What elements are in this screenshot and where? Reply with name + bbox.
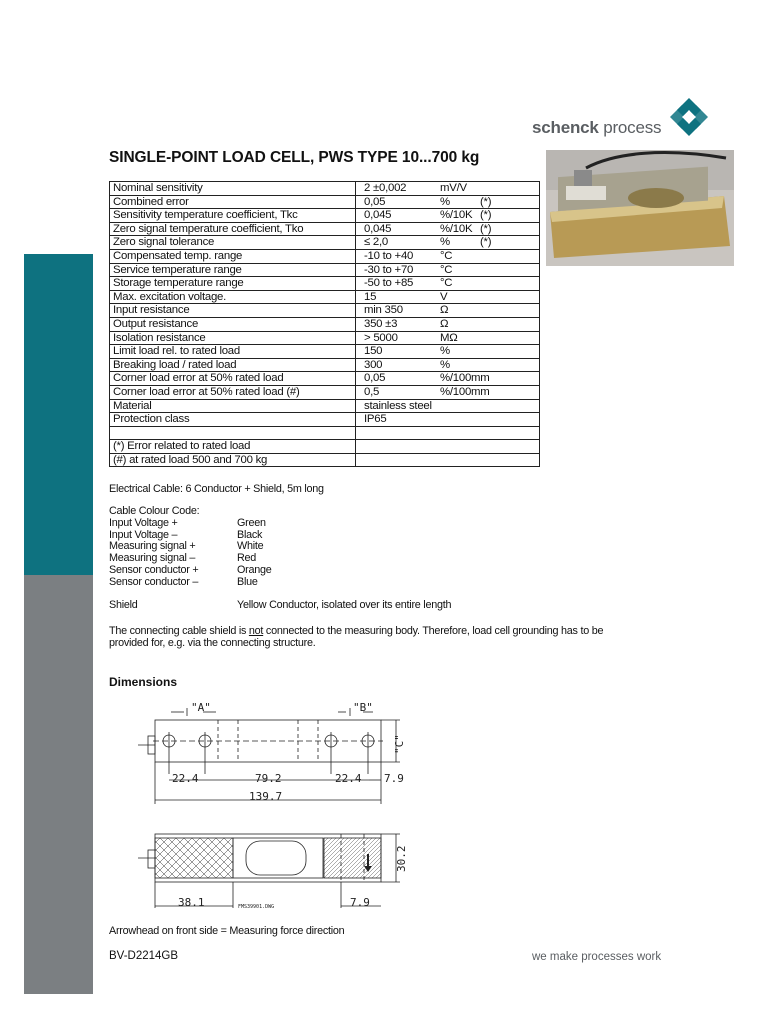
spec-unit: mV/V bbox=[440, 182, 467, 194]
cable-code-signal: Measuring signal + bbox=[109, 540, 196, 553]
spec-value: 0,045 bbox=[364, 222, 392, 235]
spec-unit: % bbox=[440, 236, 450, 249]
cable-code-signal: Measuring signal – bbox=[109, 552, 196, 565]
sidebar-gray-band bbox=[24, 575, 93, 994]
cable-code-colour: Orange bbox=[237, 563, 272, 576]
spec-value: 15 bbox=[364, 290, 377, 303]
spec-label: Material bbox=[110, 399, 356, 413]
spec-value: -30 to +70 bbox=[364, 263, 414, 276]
spec-unit: Ω bbox=[440, 304, 449, 317]
spec-value: min 350 bbox=[364, 304, 403, 317]
label-a: "A" bbox=[191, 701, 211, 714]
logo-mark-icon bbox=[668, 96, 710, 138]
cable-code-signal: Sensor conductor – bbox=[109, 575, 199, 588]
cable-code-row bbox=[109, 565, 272, 577]
spec-row bbox=[110, 345, 540, 359]
shield-row bbox=[109, 600, 451, 612]
spec-note: (*) bbox=[480, 222, 492, 235]
electrical-cable-text: Electrical Cable: 6 Conductor + Shield, 5m long bbox=[109, 483, 324, 495]
cable-code-row bbox=[109, 577, 272, 589]
dim-22-4-left: 22.4 bbox=[172, 772, 199, 785]
spec-unit: MΩ bbox=[440, 331, 458, 344]
spec-label: (#) at rated load 500 and 700 kg bbox=[110, 453, 356, 467]
cable-code-heading: Cable Colour Code: bbox=[109, 505, 200, 517]
spec-note: (*) bbox=[480, 195, 492, 208]
dim-22-4-right: 22.4 bbox=[335, 772, 362, 785]
spec-value: -50 to +85 bbox=[364, 277, 414, 290]
not-emphasis: not bbox=[248, 625, 264, 637]
cable-code-signal: Sensor conductor + bbox=[109, 563, 199, 576]
dim-7-9-bottom: 7.9 bbox=[350, 896, 370, 909]
spec-row bbox=[110, 290, 540, 304]
spec-row bbox=[110, 372, 540, 386]
spec-row bbox=[110, 195, 540, 209]
spec-label: (*) Error related to rated load bbox=[110, 440, 356, 454]
spec-label: Isolation resistance bbox=[110, 331, 356, 345]
spec-value: IP65 bbox=[364, 413, 387, 426]
spec-row bbox=[110, 277, 540, 291]
dim-139-7: 139.7 bbox=[249, 790, 283, 803]
spec-row bbox=[110, 236, 540, 250]
spec-value: 350 ±3 bbox=[364, 317, 398, 330]
spec-label: Storage temperature range bbox=[110, 277, 356, 291]
spec-unit: % bbox=[440, 358, 450, 371]
document-id: BV-D2214GB bbox=[109, 950, 179, 962]
spec-label: Combined error bbox=[110, 195, 356, 209]
spec-label: Output resistance bbox=[110, 317, 356, 331]
spec-row bbox=[110, 304, 540, 318]
spec-row bbox=[110, 453, 540, 467]
cable-code-colour: Blue bbox=[237, 575, 258, 588]
drawing-number: FMS39901.DWG bbox=[238, 904, 275, 910]
spec-unit: %/100mm bbox=[440, 372, 490, 385]
schenck-process-logo bbox=[532, 96, 712, 138]
cable-code-colour: Red bbox=[237, 552, 257, 565]
page-title: SINGLE-POINT LOAD CELL, PWS TYPE 10...700 kg bbox=[109, 149, 480, 166]
spec-value: 0,05 bbox=[364, 195, 386, 208]
sidebar-teal-band bbox=[24, 254, 93, 575]
spec-value: -10 to +40 bbox=[364, 249, 414, 262]
spec-row bbox=[110, 399, 540, 413]
arrowhead-note: Arrowhead on front side = Measuring force direction bbox=[109, 925, 345, 937]
spec-row bbox=[110, 317, 540, 331]
spec-label bbox=[110, 426, 356, 440]
cable-code-row bbox=[109, 518, 272, 530]
spec-label: Compensated temp. range bbox=[110, 249, 356, 263]
grounding-note: The connecting cable shield is not connected to the measuring body. Therefore, load cell grounding has to be provided for, e.g. via the connecting structure. bbox=[109, 625, 604, 649]
dim-38-1: 38.1 bbox=[178, 896, 205, 909]
spec-label: Corner load error at 50% rated load (#) bbox=[110, 385, 356, 399]
spec-value: 0,045 bbox=[364, 209, 392, 222]
logo-brand-2: process bbox=[603, 118, 662, 137]
cable-code-colour: Black bbox=[237, 528, 263, 541]
shield-value: Yellow Conductor, isolated over its entire length bbox=[237, 599, 452, 611]
spec-label: Zero signal temperature coefficient, Tko bbox=[110, 222, 356, 236]
spec-unit: %/100mm bbox=[440, 385, 490, 398]
spec-value: > 5000 bbox=[364, 331, 398, 344]
spec-row bbox=[110, 182, 540, 196]
shield-label: Shield bbox=[109, 599, 138, 611]
spec-label: Service temperature range bbox=[110, 263, 356, 277]
dimensions-heading: Dimensions bbox=[109, 675, 178, 689]
spec-unit: V bbox=[440, 290, 448, 303]
spec-row bbox=[110, 426, 540, 440]
spec-row bbox=[110, 413, 540, 427]
dim-30-2: 30.2 bbox=[395, 845, 408, 872]
spec-value: 0,05 bbox=[364, 372, 386, 385]
dimension-drawing bbox=[128, 694, 418, 914]
spec-row bbox=[110, 263, 540, 277]
slogan: we make processes work bbox=[532, 951, 662, 963]
dim-79-2: 79.2 bbox=[255, 772, 282, 785]
spec-note: (*) bbox=[480, 236, 492, 249]
spec-label: Zero signal tolerance bbox=[110, 236, 356, 250]
cable-code-colour: White bbox=[237, 540, 264, 553]
cable-code-signal: Input Voltage – bbox=[109, 528, 178, 541]
spec-label: Input resistance bbox=[110, 304, 356, 318]
spec-row bbox=[110, 249, 540, 263]
spec-unit: Ω bbox=[440, 317, 449, 330]
spec-unit: °C bbox=[440, 277, 453, 290]
spec-label: Limit load rel. to rated load bbox=[110, 345, 356, 359]
spec-row bbox=[110, 331, 540, 345]
spec-unit: %/10K bbox=[440, 222, 473, 235]
spec-value: 300 bbox=[364, 358, 383, 371]
cable-code-colour: Green bbox=[237, 516, 266, 529]
cable-colour-code bbox=[109, 506, 272, 589]
spec-label: Corner load error at 50% rated load bbox=[110, 372, 356, 386]
spec-row bbox=[110, 222, 540, 236]
spec-label: Max. excitation voltage. bbox=[110, 290, 356, 304]
spec-value: ≤ 2,0 bbox=[364, 236, 389, 249]
cable-code-signal: Input Voltage + bbox=[109, 516, 178, 529]
spec-row bbox=[110, 358, 540, 372]
spec-value: 0,5 bbox=[364, 385, 380, 398]
spec-unit: % bbox=[440, 195, 450, 208]
spec-row bbox=[110, 440, 540, 454]
spec-unit: % bbox=[440, 345, 450, 358]
spec-unit: °C bbox=[440, 263, 453, 276]
spec-value: 2 ±0,002 bbox=[364, 182, 407, 194]
spec-value: stainless steel bbox=[364, 399, 432, 412]
spec-value: 150 bbox=[364, 345, 383, 358]
spec-note: (*) bbox=[480, 209, 492, 222]
spec-table bbox=[109, 181, 540, 467]
spec-unit: °C bbox=[440, 249, 453, 262]
spec-row bbox=[110, 209, 540, 223]
spec-label: Nominal sensitivity bbox=[110, 182, 356, 196]
load-cell-photo bbox=[546, 150, 734, 266]
spec-label: Sensitivity temperature coefficient, Tkc bbox=[110, 209, 356, 223]
spec-row bbox=[110, 385, 540, 399]
dim-7-9-top: 7.9 bbox=[384, 772, 404, 785]
label-c: "C" bbox=[393, 734, 406, 754]
spec-label: Breaking load / rated load bbox=[110, 358, 356, 372]
spec-label: Protection class bbox=[110, 413, 356, 427]
logo-brand: schenck bbox=[532, 118, 599, 137]
label-b: "B" bbox=[353, 701, 373, 714]
spec-unit: %/10K bbox=[440, 209, 473, 222]
